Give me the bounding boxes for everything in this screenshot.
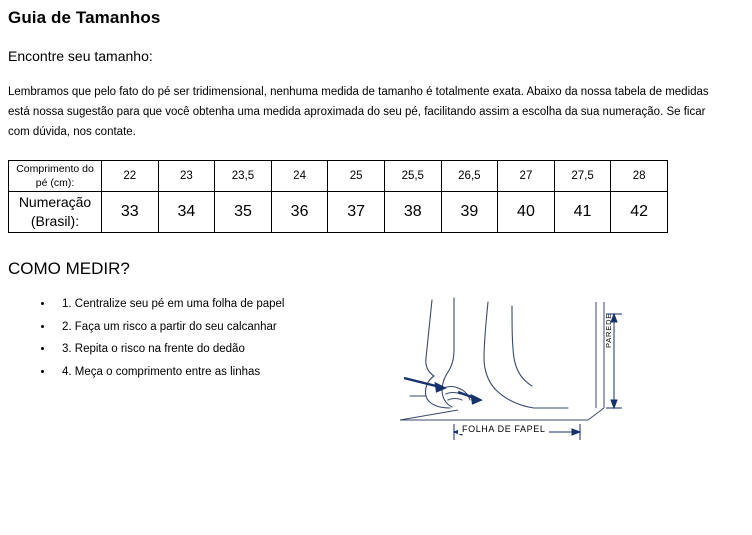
table-cell: 23,5 <box>215 161 272 192</box>
table-cell: 27,5 <box>554 161 611 192</box>
table-cell: 38 <box>384 192 441 233</box>
row-header-length: Comprimento do pé (cm): <box>9 161 102 192</box>
page-title: Guia de Tamanhos <box>8 8 161 27</box>
table-cell: 42 <box>611 192 668 233</box>
list-item: • 4. Meça o comprimento entre as linhas <box>54 361 744 383</box>
intro-paragraph: Lembramos que pelo fato do pé ser tridimensional, nenhuma medida de tamanho é totalmente exata. Abaixo da nossa tabela de medidas está nossa sugestão para que você obtenha uma medida aproximada do seu pé, facilitando assim a escolha da sua numeração. Se ficar com dúvida, nos contate. <box>8 86 709 139</box>
table-cell: 37 <box>328 192 385 233</box>
table-cell: 24 <box>271 161 328 192</box>
subtitle: Encontre seu tamanho: <box>8 48 153 64</box>
table-cell: 25 <box>328 161 385 192</box>
table-cell: 25,5 <box>384 161 441 192</box>
list-item: • 2. Faça um risco a partir do seu calcanhar <box>54 316 744 338</box>
table-cell: 26,5 <box>441 161 498 192</box>
table-cell: 40 <box>498 192 555 233</box>
table-cell: 39 <box>441 192 498 233</box>
row-header-size: Numeração (Brasil): <box>9 192 102 233</box>
list-item: • 3. Repita o risco na frente do dedão <box>54 338 744 360</box>
how-to-measure-heading: COMO MEDIR? <box>8 259 130 279</box>
table-cell: 33 <box>102 192 159 233</box>
table-row <box>9 192 668 233</box>
table-cell: 28 <box>611 161 668 192</box>
list-item: • 1. Centralize seu pé em uma folha de papel <box>54 293 744 315</box>
wall-dimension-label: PAREDE <box>604 312 613 348</box>
paper-dimension-label: FOLHA DE FAPEL <box>458 424 549 434</box>
table-row <box>9 161 668 192</box>
size-table <box>8 160 668 233</box>
table-cell: 34 <box>158 192 215 233</box>
table-cell: 23 <box>158 161 215 192</box>
table-cell: 22 <box>102 161 159 192</box>
table-cell: 36 <box>271 192 328 233</box>
table-cell: 35 <box>215 192 272 233</box>
table-cell: 27 <box>498 161 555 192</box>
table-cell: 41 <box>554 192 611 233</box>
